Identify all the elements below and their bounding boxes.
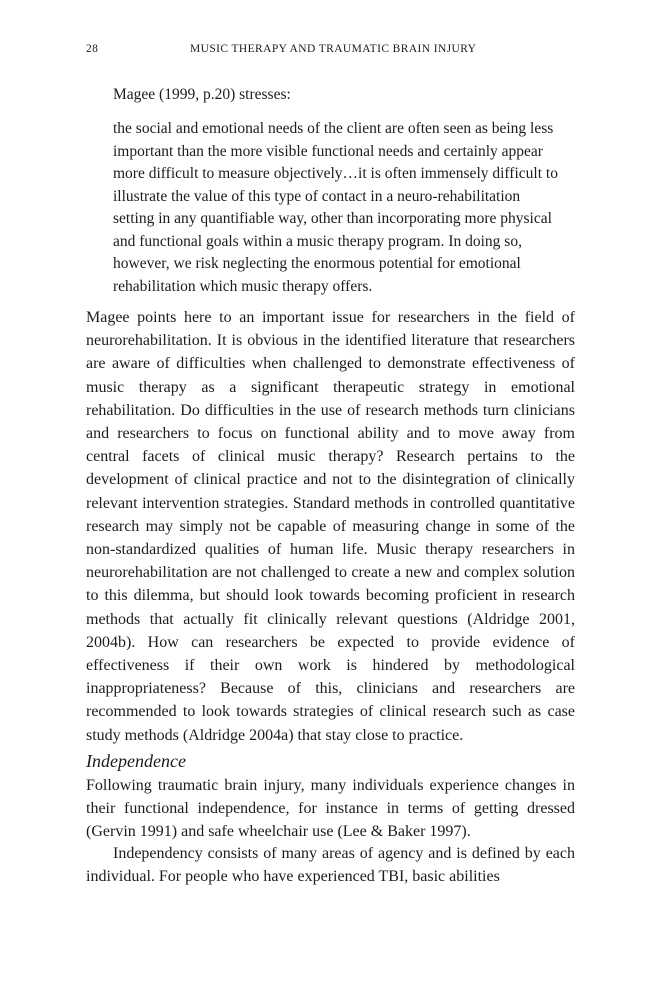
running-head: MUSIC THERAPY AND TRAUMATIC BRAIN INJURY [190, 43, 477, 55]
quote-intro: Magee (1999, p.20) stresses: [113, 86, 291, 103]
page-number: 28 [86, 43, 99, 55]
block-quote: the social and emotional needs of the client are often seen as being less important than the more visible functional needs and certainly appear more difficult to measure objectively…it is often immensely difficult to illustrate the value of this type of contact in a neuro-rehabilitation setting in any quantifiable way, other than incorporating more physical and functional goals within a music therapy program. In doing so, however, we risk neglecting the enormous potential for emotional rehabilitation which music therapy offers. [113, 120, 558, 295]
body-paragraph: Magee points here to an important issue for researchers in the field of neurorehabilitation. It is obvious in the identified literature that researchers are aware of difficulties when challenged to demonstrate effectiveness of music therapy as a significant therapeutic strategy in emotional rehabilitation. Do difficulties in the use of research methods turn clinicians and researchers to focus on functional ability and to move away from central facets of clinical music therapy? Research pertains to the development of clinical practice and not to the disintegration of clinically relevant intervention strategies. Standard methods in controlled quantitative research may simply not be capable of measuring change in some of the non-standardized qualities of human life. Music therapy researchers in neurorehabilitation are not challenged to create a new and complex solution to this dilemma, but should look towards becoming proficient in research methods that actually fit clinically relevant questions (Aldridge 2001, 2004b). How can researchers be expected to provide evidence of effectiveness if their own work is hindered by methodological inappropriateness? Because of this, clinicians and researchers are recommended to look towards strategies of clinical research such as case study methods (Aldridge 2004a) that stay close to practice. [86, 309, 575, 744]
section-heading: Independence [86, 751, 186, 771]
body-paragraph: Following traumatic brain injury, many individuals experience changes in their functional independence, for instance in terms of getting dressed (Gervin 1991) and safe wheelchair use (Lee & Baker 1997). [86, 777, 575, 841]
body-paragraph: Independency consists of many areas of agency and is defined by each individual. For people who have experienced TBI, basic abilities [86, 845, 575, 886]
page-header [86, 43, 586, 61]
